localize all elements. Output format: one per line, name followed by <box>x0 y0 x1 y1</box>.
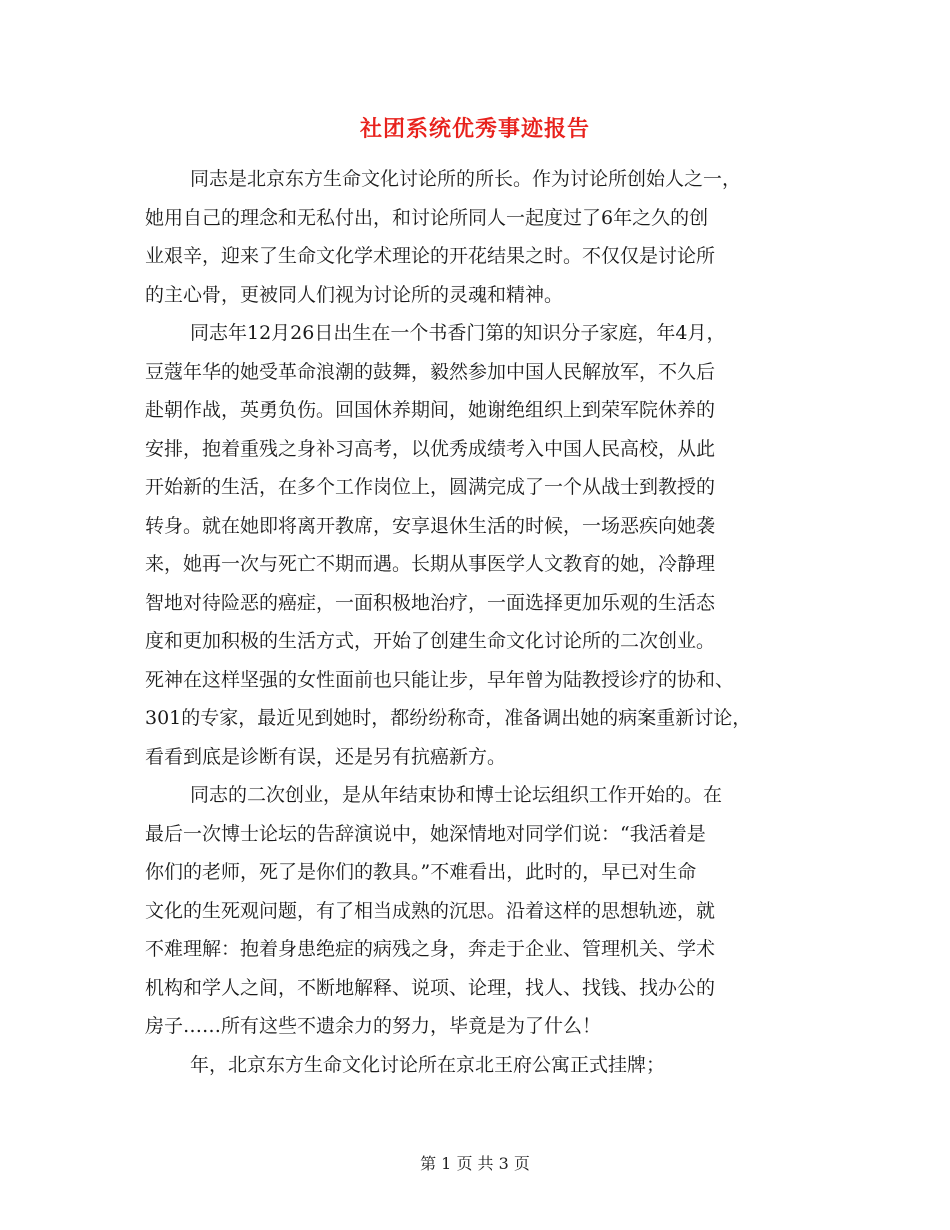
text-line: 你们的老师，死了是你们的教具。”不难看出，此时的，早已对生命 <box>145 861 697 883</box>
text-line: 同志是北京东方生命文化讨论所的所长。作为讨论所创始人之一， <box>190 168 742 190</box>
text-line: 机构和学人之间，不断地解释、说项、论理，找人、找钱、找办公的 <box>145 976 716 999</box>
text-line: 最后一次博士论坛的告辞演说中，她深情地对同学们说：“我活着是 <box>145 822 706 845</box>
text-line: 转身。就在她即将离开教席，安享退休生活的时候，一场恶疾向她袭 <box>145 514 716 537</box>
text-line: 的主心骨，更被同人们视为讨论所的灵魂和精神。 <box>145 283 564 306</box>
text-line: 看看到底是诊断有误，还是另有抗癌新方。 <box>145 745 507 768</box>
text-line: 她用自己的理念和无私付出，和讨论所同人一起度过了6年之久的创 <box>145 206 709 229</box>
text-line: 文化的生死观问题，有了相当成熟的沉思。沿着这样的思想轨迹，就 <box>145 899 716 922</box>
page-footer: 第 1 页 共 3 页 <box>420 1154 530 1173</box>
text-line: 业艰辛，迎来了生命文化学术理论的开花结果之时。不仅仅是讨论所 <box>145 245 716 267</box>
text-line: 度和更加积极的生活方式，开始了创建生命文化讨论所的二次创业。 <box>145 630 716 652</box>
text-line: 开始新的生活，在多个工作岗位上，圆满完成了一个从战士到教授的 <box>145 476 716 498</box>
text-line: 安排，抱着重残之身补习高考，以优秀成绩考入中国人民高校，从此 <box>145 437 716 460</box>
text-line: 房子……所有这些不遗余力的努力，毕竟是为了什么！ <box>145 1015 602 1037</box>
text-line: 不难理解：抱着身患绝症的病残之身，奔走于企业、管理机关、学术 <box>145 938 716 960</box>
text-line: 赴朝作战，英勇负伤。回国休养期间，她谢绝组织上到荣军院休养的 <box>145 399 716 421</box>
text-line: 同志的二次创业，是从年结束协和博士论坛组织工作开始的。在 <box>190 784 723 806</box>
text-line: 301的专家，最近见到她时，都纷纷称奇，准备调出她的病案重新讨论， <box>145 707 752 729</box>
text-line: 年，北京东方生命文化讨论所在京北王府公寓正式挂牌； <box>190 1053 666 1076</box>
text-line: 来，她再一次与死亡不期而遇。长期从事医学人文教育的她，冷静理 <box>145 553 716 575</box>
document-title: 社团系统优秀事迹报告 <box>359 116 590 142</box>
text-line: 死神在这样坚强的女性面前也只能让步，早年曾为陆教授诊疗的协和、 <box>145 668 735 691</box>
document-body <box>145 160 825 1084</box>
text-line: 豆蔻年华的她受革命浪潮的鼓舞，毅然参加中国人民解放军，不久后 <box>145 360 716 383</box>
text-line: 智地对待险恶的癌症，一面积极地治疗，一面选择更加乐观的生活态 <box>145 591 716 614</box>
text-line: 同志年12月26日出生在一个书香门第的知识分子家庭，年4月， <box>190 322 726 344</box>
